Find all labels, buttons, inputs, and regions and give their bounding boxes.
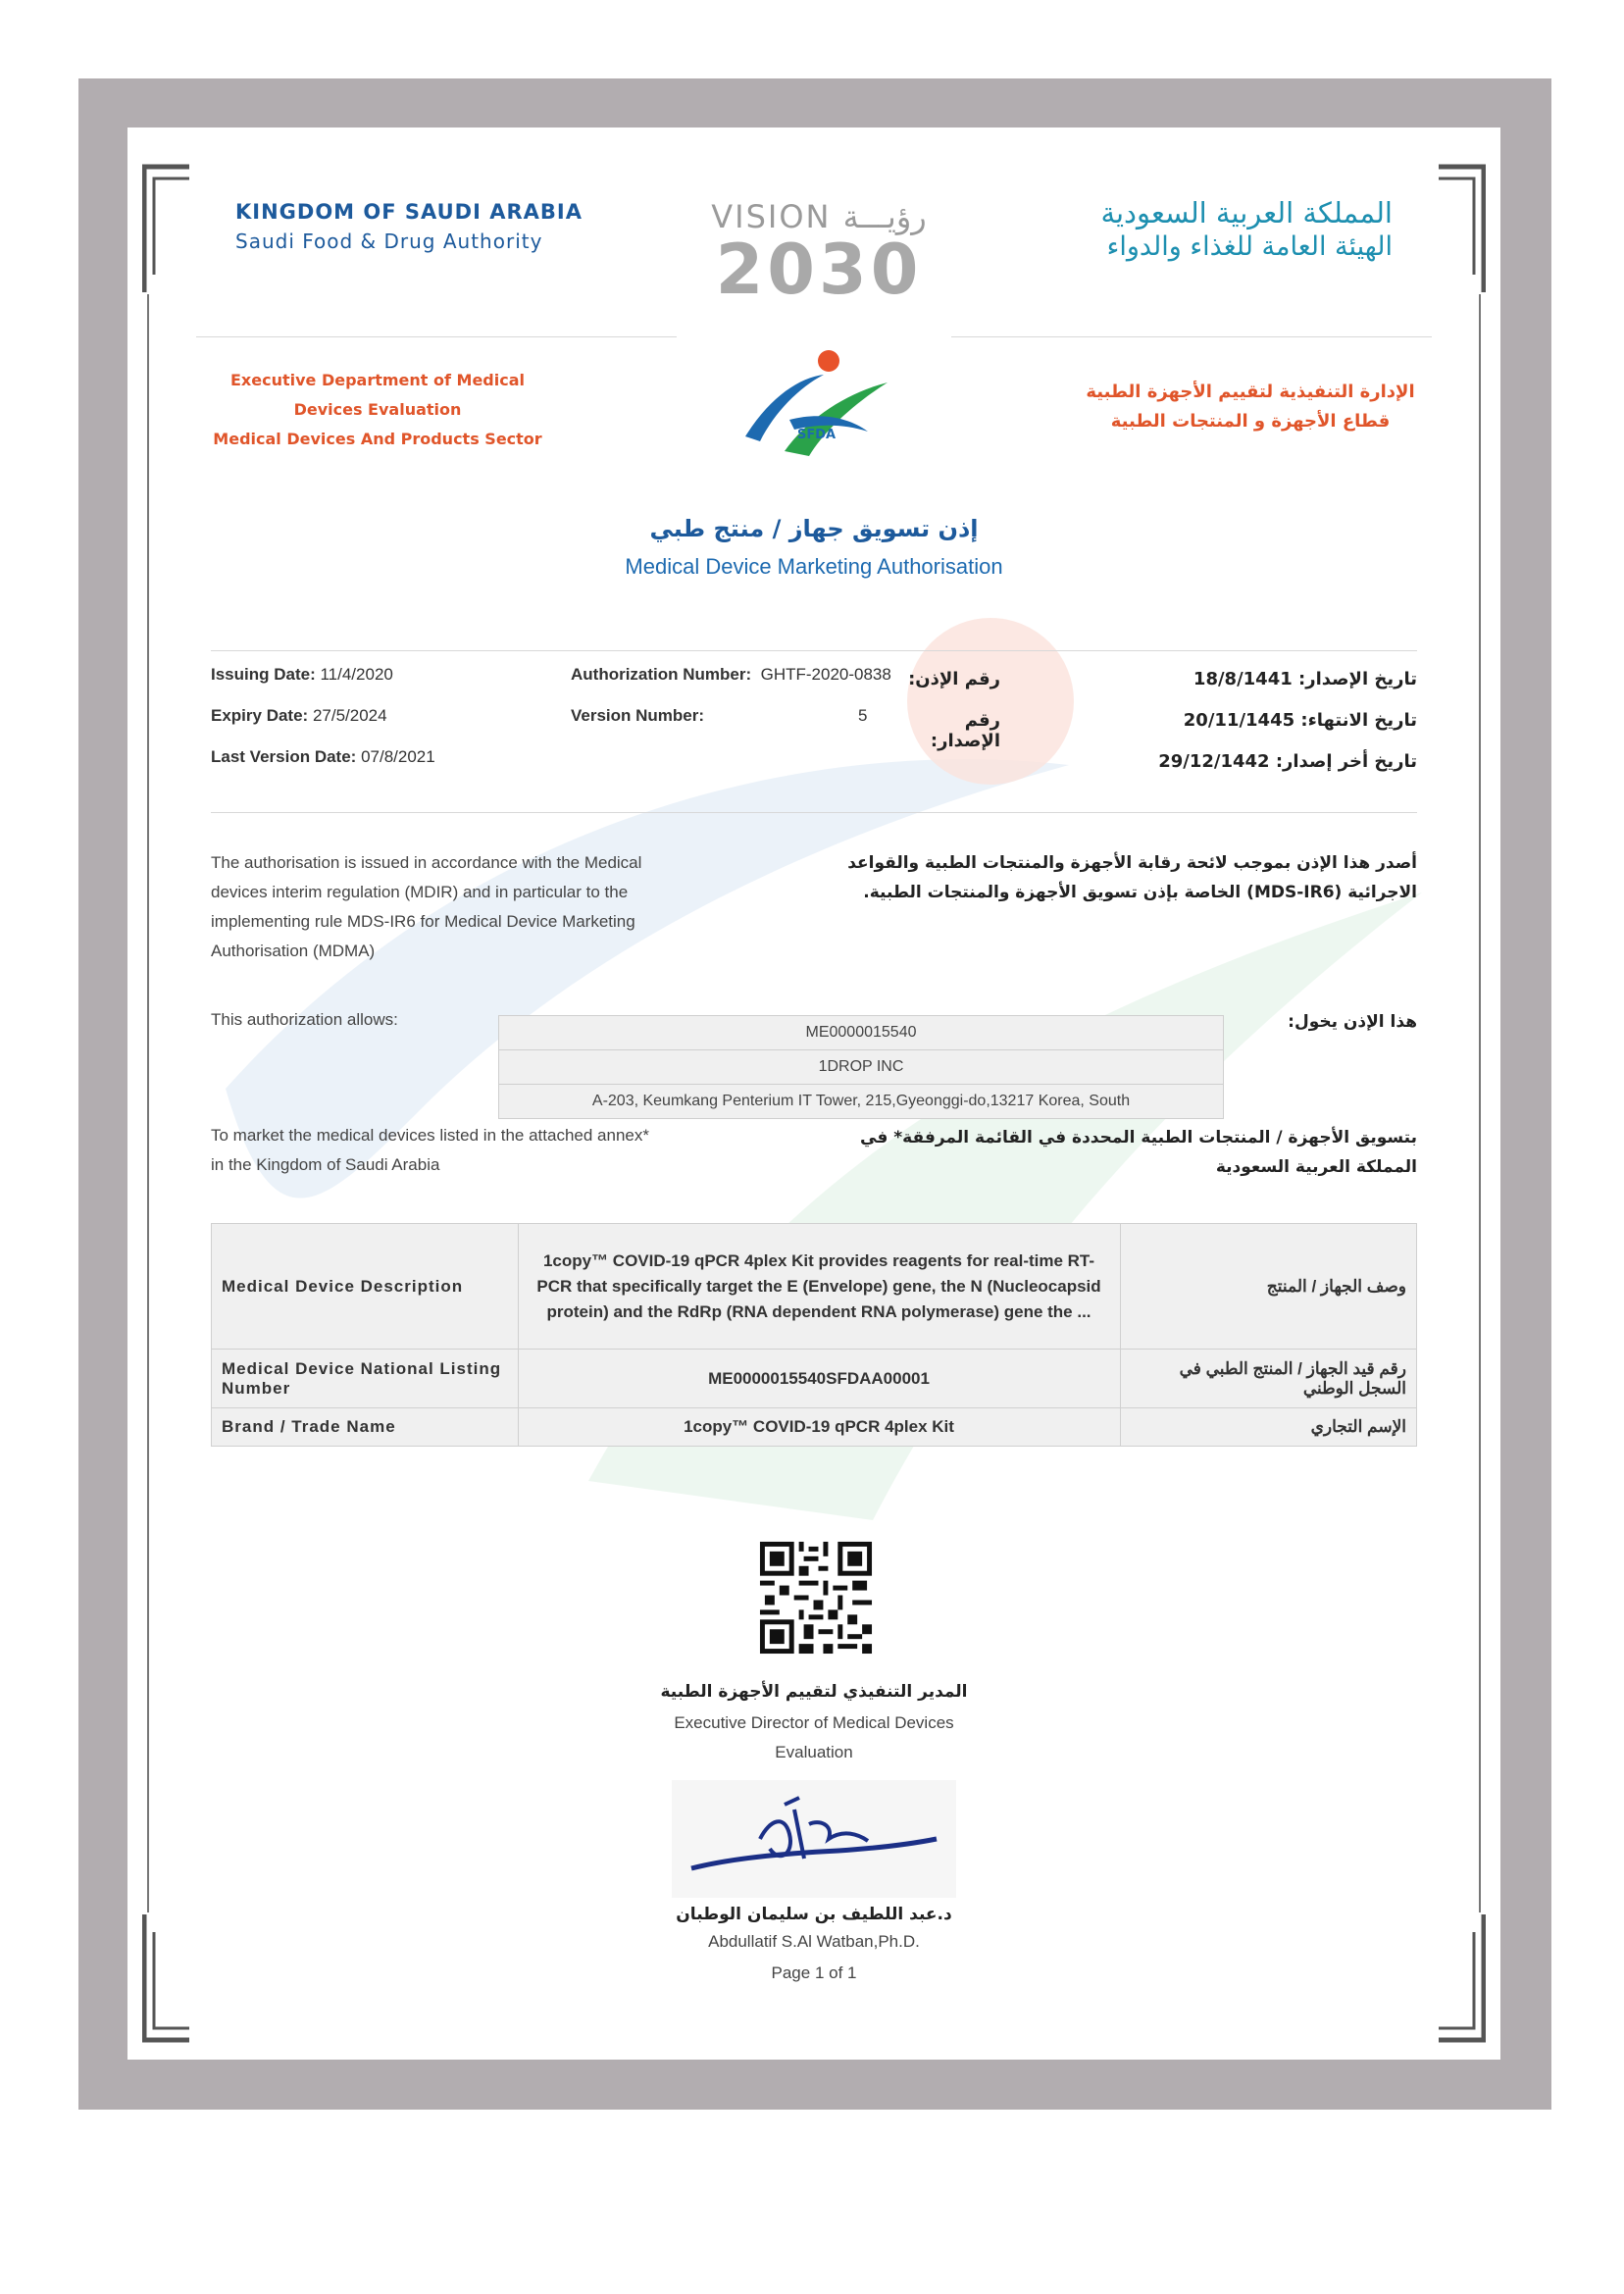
department-en-line2: Devices Evaluation [293, 400, 462, 419]
qr-code [755, 1537, 877, 1658]
signatory-title-en-line2: Evaluation [775, 1743, 853, 1761]
device-description-label-ar: وصف الجهاز / المنتج [1120, 1224, 1417, 1350]
market-ar-line2: المملكة العربية السعودية [1215, 1157, 1417, 1177]
kingdom-title-en: KINGDOM OF SAUDI ARABIA [235, 200, 583, 224]
signatory-title-en-line1: Executive Director of Medical Devices [674, 1713, 954, 1732]
authorization-number-label-ar: رقم الإذن: [908, 669, 1000, 689]
issuing-date-value: 11/4/2020 [320, 665, 393, 684]
certificate-page [127, 127, 1500, 2060]
document-title-en: Medical Device Marketing Authorisation [625, 554, 1003, 579]
ksa-english-header [235, 200, 583, 253]
last-version-date [211, 747, 435, 767]
authority-title-ar: الهيئة العامة للغذاء والدواء [1106, 231, 1393, 262]
department-en-line3: Medical Devices And Products Sector [213, 430, 542, 448]
handwritten-signature [672, 1780, 956, 1898]
expiry-date [211, 706, 387, 726]
header-divider-right [951, 336, 1432, 337]
last-version-date-label: Last Version Date: [211, 747, 357, 766]
regulation-ar-line1: أصدر هذا الإذن بموجب لائحة رقابة الأجهزة والمنتجات الطبية والقواعد [847, 853, 1417, 873]
version-number [571, 706, 704, 726]
market-ar-line1: بتسويق الأجهزة / المنتجات الطبية المحددة في القائمة المرفقة* في [860, 1128, 1417, 1147]
department-ar-line2: قطاع الأجهزة و المنتجات الطبية [1110, 411, 1391, 432]
ksa-arabic-header [1100, 196, 1393, 262]
table-row [212, 1224, 1417, 1350]
entity-name: 1DROP INC [499, 1050, 1223, 1085]
vision-2030-logo [706, 198, 932, 310]
brand-name-label-ar: الإسم التجاري [1120, 1408, 1417, 1447]
market-text-ar [829, 1123, 1417, 1182]
device-details-table [211, 1223, 1417, 1447]
market-en-line1: To market the medical devices listed in the attached annex* [211, 1126, 649, 1145]
allows-label-ar: هذا الإذن يخول: [1288, 1012, 1417, 1032]
expiry-date-label: Expiry Date: [211, 706, 309, 725]
brand-name-label: Brand / Trade Name [212, 1408, 519, 1447]
regulation-en-line4: Authorisation (MDMA) [211, 942, 376, 960]
device-description-value: 1copy™ COVID-19 qPCR 4plex Kit provides reagents for real-time RT-PCR that specifically target the E (Envelope) gene, the N (Nucleocapsid protein) and the RdRp (RNA dependent RNA polymerase) gene the ... [518, 1224, 1120, 1350]
corner-bracket-tl [142, 157, 191, 294]
last-version-date-value: 07/8/2021 [361, 747, 435, 766]
expiry-date-value: 27/5/2024 [312, 706, 387, 725]
regulation-text-en [211, 848, 721, 966]
document-title-ar: إذن تسويق جهاز / منتج طبي [649, 515, 979, 542]
sfda-logo [731, 343, 897, 471]
device-description-label: Medical Device Description [212, 1224, 519, 1350]
table-row [212, 1408, 1417, 1447]
regulation-ar-line2: الاجرائية (MDS-IR6) الخاصة بإذن تسويق الأجهزة والمنتجات الطبية. [863, 883, 1417, 902]
version-number-label-ar: رقم الإصدار: [930, 710, 1000, 751]
regulation-en-line2: devices interim regulation (MDIR) and in particular to the [211, 883, 629, 901]
issuing-date-ar: تاريخ الإصدار: 18/8/1441 [1193, 669, 1417, 689]
issuing-date-label: Issuing Date: [211, 665, 316, 684]
entity-id: ME0000015540 [499, 1016, 1223, 1050]
department-en-line1: Executive Department of Medical [229, 371, 525, 389]
regulation-en-line3: implementing rule MDS-IR6 for Medical Device Marketing [211, 912, 635, 931]
department-ar [1084, 378, 1417, 436]
signatory-name-ar: د.عبد اللطيف بن سليمان الوطبان [676, 1905, 952, 1924]
regulation-en-line1: The authorisation is issued in accordance with the Medical [211, 853, 642, 872]
authorized-entity-box [498, 1015, 1224, 1119]
regulation-text-ar [829, 848, 1417, 907]
market-text-en [211, 1121, 760, 1180]
version-number-value: 5 [858, 706, 868, 725]
vision-text: VISION رؤيـــة [711, 198, 927, 235]
signatory-title-en [127, 1708, 1500, 1767]
vision-year: 2030 [715, 229, 923, 310]
authority-title-en: Saudi Food & Drug Authority [235, 229, 543, 253]
listing-number-label: Medical Device National Listing Number [212, 1350, 519, 1408]
kingdom-title-ar: المملكة العربية السعودية [1100, 196, 1393, 229]
corner-bracket-tr [1437, 157, 1486, 294]
market-en-line2: in the Kingdom of Saudi Arabia [211, 1155, 440, 1174]
signatory-name-en: Abdullatif S.Al Watban,Ph.D. [708, 1932, 920, 1951]
brand-name-value: 1copy™ COVID-19 qPCR 4plex Kit [518, 1408, 1120, 1447]
version-number-label: Version Number: [571, 706, 705, 725]
listing-number-value: ME0000015540SFDAA00001 [518, 1350, 1120, 1408]
info-divider-bottom [211, 812, 1417, 813]
listing-number-label-ar: رقم قيد الجهاز / المنتج الطبي في السجل الوطني [1120, 1350, 1417, 1408]
expiry-date-ar: تاريخ الانتهاء: 20/11/1445 [1183, 710, 1417, 731]
page-number: Page 1 of 1 [771, 1963, 857, 1982]
info-divider-top [211, 650, 1417, 651]
authorization-number [571, 665, 891, 685]
department-ar-line1: الإدارة التنفيذية لتقييم الأجهزة الطبية [1086, 382, 1415, 402]
department-en [211, 366, 544, 454]
last-version-date-ar: تاريخ أخر إصدار: 29/12/1442 [1158, 751, 1417, 772]
allows-label-en: This authorization allows: [211, 1010, 398, 1029]
authorization-number-value: GHTF-2020-0838 [760, 665, 891, 684]
header-divider-left [196, 336, 677, 337]
sfda-logo-text: SFDA [797, 428, 837, 442]
entity-address: A-203, Keumkang Penterium IT Tower, 215,Gyeonggi-do,13217 Korea, South [499, 1085, 1223, 1118]
authorization-number-label: Authorization Number: [571, 665, 752, 684]
issuing-date [211, 665, 393, 685]
signatory-title-ar: المدير التنفيذي لتقييم الأجهزة الطبية [660, 1682, 968, 1702]
table-row [212, 1350, 1417, 1408]
